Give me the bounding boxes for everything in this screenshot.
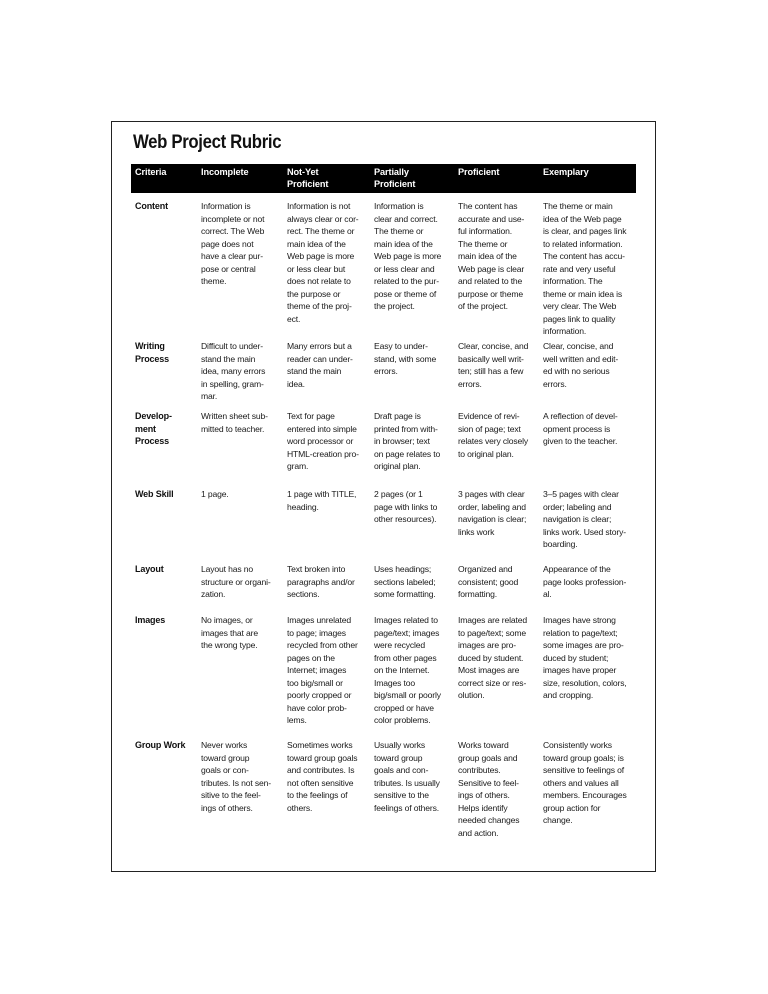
- criteria-cell: Content: [135, 201, 168, 211]
- table-cell: Draft page is printed from with- in browser; text on page relates to original plan.: [374, 411, 441, 471]
- table-cell: Images related to page/text; images were recycled from other pages on the Internet. Images too big/small or poorly cropped or have color problems.: [374, 615, 441, 725]
- table-cell: The content has accurate and use- ful information. The theme or main idea of the Web page is clear and related to the purpose or theme of the project.: [458, 201, 525, 311]
- table-cell: Works toward group goals and contributes. Sensitive to feel- ings of others. Helps identify needed changes and action.: [458, 740, 520, 838]
- criteria-cell: Web Skill: [135, 489, 174, 499]
- table-cell: Difficult to under- stand the main idea, many errors in spelling, gram- mar.: [201, 341, 266, 401]
- table-cell: Evidence of revi- sion of page; text relates very closely to original plan.: [458, 411, 529, 459]
- page-title: Web Project Rubric: [133, 131, 282, 153]
- table-row: [131, 340, 636, 410]
- table-cell: 3–5 pages with clear order; labeling and navigation is clear; links work. Used story- boarding.: [543, 489, 626, 549]
- table-cell: Clear, concise, and basically well writ- ten; still has a few errors.: [458, 341, 529, 389]
- criteria-cell: Group Work: [135, 740, 186, 750]
- header-row: [131, 164, 636, 193]
- table-cell: No images, or images that are the wrong type.: [201, 615, 258, 650]
- table-cell: Uses headings; sections labeled; some formatting.: [374, 564, 436, 599]
- table-cell: Text broken into paragraphs and/or sections.: [287, 564, 355, 599]
- table-cell: Written sheet sub- mitted to teacher.: [201, 411, 268, 434]
- table-cell: 1 page with TITLE, heading.: [287, 489, 357, 512]
- table-cell: A reflection of devel- opment process is given to the teacher.: [543, 411, 618, 446]
- table-row: [131, 739, 636, 839]
- header-exemplary: Exemplary: [539, 164, 636, 193]
- header-incomplete: Incomplete: [197, 164, 283, 193]
- table-cell: 2 pages (or 1 page with links to other resources).: [374, 489, 438, 524]
- table-cell: Consistently works toward group goals; is sensitive to feelings of others and values all members. Encourages group action for change.: [543, 740, 627, 825]
- table-cell: Images have strong relation to page/text; some images are pro- duced by student; images have proper size, resolution, colors, and cropping.: [543, 615, 627, 700]
- table-cell: Easy to under- stand, with some errors.: [374, 341, 437, 376]
- table-cell: Images unrelated to page; images recycled from other pages on the Internet; images too big/small or poorly cropped or have color prob- lems.: [287, 615, 358, 725]
- table-cell: Usually works toward group goals and con- tributes. Is usually sensitive to the feelings of others.: [374, 740, 440, 813]
- table-cell: Appearance of the page looks profession- al.: [543, 564, 627, 599]
- table-cell: Images are related to page/text; some images are pro- duced by student. Most images are correct size or res- olution.: [458, 615, 527, 700]
- table-row: [131, 563, 636, 614]
- criteria-cell: Layout: [135, 564, 164, 574]
- table-cell: 1 page.: [201, 489, 229, 499]
- table-cell: Information is incomplete or not correct. The Web page does not have a clear pur- pose or central theme.: [201, 201, 265, 286]
- table-cell: Organized and consistent; good formatting.: [458, 564, 519, 599]
- table-cell: Sometimes works toward group goals and contributes. Is not often sensitive to the feelings of others.: [287, 740, 358, 813]
- header-criteria: Criteria: [131, 164, 197, 193]
- criteria-cell: Develop- ment Process: [135, 411, 172, 446]
- header-proficient: Proficient: [454, 164, 539, 193]
- table-row: [131, 193, 636, 340]
- table-row: [131, 410, 636, 488]
- table-row: [131, 488, 636, 563]
- header-not-yet-proficient: Not-Yet Proficient: [283, 164, 370, 193]
- table-cell: Information is not always clear or cor- rect. The theme or main idea of the Web page is more or less clear but does not relate to the purpose or theme of the proj- ect.: [287, 201, 359, 324]
- table-cell: Many errors but a reader can under- stand the main idea.: [287, 341, 353, 389]
- table-cell: 3 pages with clear order, labeling and navigation is clear; links work: [458, 489, 527, 537]
- table-cell: Layout has no structure or organi- zation.: [201, 564, 271, 599]
- table-cell: Clear, concise, and well written and edit- ed with no serious errors.: [543, 341, 619, 389]
- table-cell: Information is clear and correct. The theme or main idea of the Web page is more or less clear and related to the pur- pose or theme of the project.: [374, 201, 442, 311]
- table-cell: The theme or main idea of the Web page is clear, and pages link to related information. The content has accu- rate and very useful information. The theme or main idea is very clear. The Web pages link to quality information.: [543, 201, 627, 336]
- table-cell: Never works toward group goals or con- tributes. Is not sen- sitive to the feel- ings of others.: [201, 740, 271, 813]
- rubric-table: [131, 164, 636, 839]
- criteria-cell: Images: [135, 615, 166, 625]
- criteria-cell: Writing Process: [135, 341, 169, 364]
- table-row: [131, 614, 636, 739]
- header-partially-proficient: Partially Proficient: [370, 164, 454, 193]
- table-cell: Text for page entered into simple word processor or HTML-creation pro- gram.: [287, 411, 359, 471]
